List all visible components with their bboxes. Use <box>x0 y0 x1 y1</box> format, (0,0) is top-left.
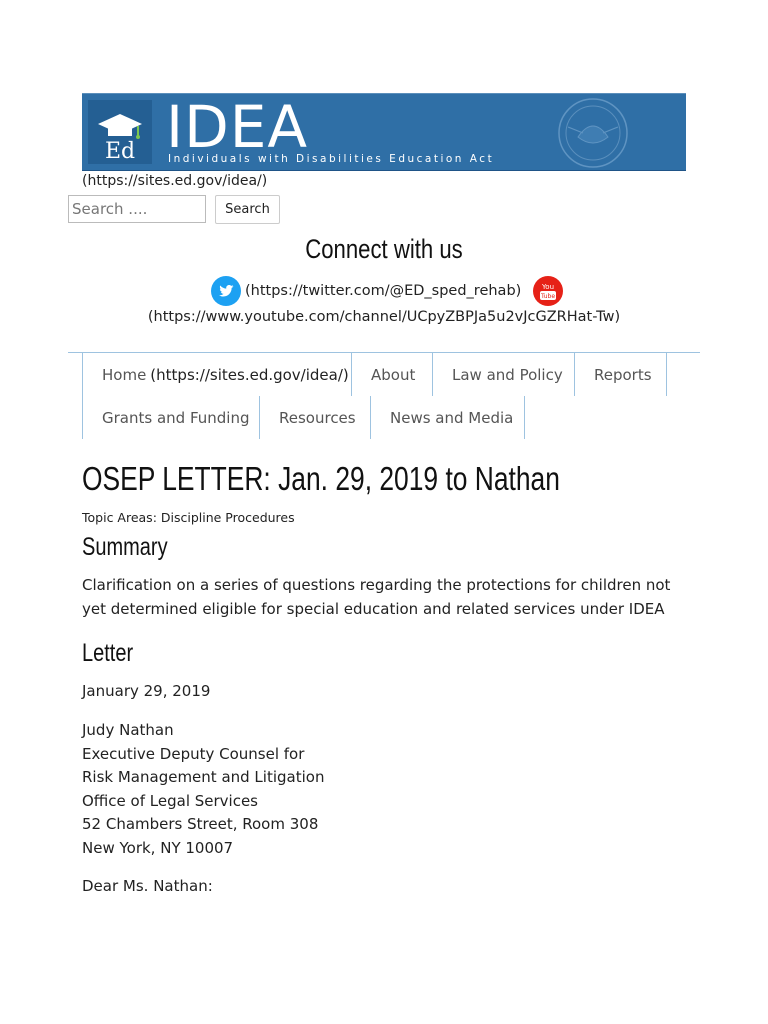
nav-item-resources[interactable]: Resources <box>259 396 370 439</box>
twitter-icon[interactable] <box>211 276 241 306</box>
department-seal-icon <box>538 97 648 169</box>
nav-divider <box>666 353 667 396</box>
twitter-url[interactable]: (https://twitter.com/@ED_sped_rehab) <box>245 283 522 299</box>
ed-logo-icon <box>88 100 152 164</box>
topic-areas: Topic Areas: Discipline Procedures <box>82 510 295 525</box>
address-line: Executive Deputy Counsel for <box>82 744 305 763</box>
nav-home-label: Home <box>102 365 147 384</box>
nav-item-law-and-policy[interactable]: Law and Policy <box>432 353 574 396</box>
search-input[interactable] <box>68 195 206 223</box>
banner-subtitle: Individuals with Disabilities Education Act <box>168 153 495 165</box>
address-line: Office of Legal Services <box>82 791 259 810</box>
nav-item-reports[interactable]: Reports <box>574 353 667 396</box>
nav-item-grants-and-funding[interactable]: Grants and Funding <box>82 396 259 439</box>
svg-text:You: You <box>542 283 555 291</box>
address-line: Risk Management and Litigation <box>82 768 325 786</box>
summary-text: Clarification on a series of questions regarding the protections for children not yet determined eligible for special education and related services under IDEA <box>82 576 671 618</box>
address-line: 52 Chambers Street, Room 308 <box>82 815 319 833</box>
svg-text:Ed: Ed <box>105 139 136 164</box>
salutation: Dear Ms. Nathan: <box>82 877 213 895</box>
address-line: New York, NY 10007 <box>82 838 234 857</box>
idea-banner[interactable] <box>82 93 686 171</box>
page-title: OSEP LETTER: Jan. 29, 2019 to Nathan <box>82 460 560 497</box>
nav-divider <box>524 396 525 439</box>
banner-title: IDEA <box>166 93 309 161</box>
youtube-icon[interactable] <box>533 276 563 306</box>
nav-home-url: (https://sites.ed.gov/idea/) <box>150 365 349 384</box>
search-button[interactable]: Search <box>215 195 280 224</box>
nav-item-home[interactable] <box>82 353 351 396</box>
summary-heading: Summary <box>82 533 168 561</box>
svg-text:Tube: Tube <box>541 293 556 300</box>
youtube-url[interactable]: (https://www.youtube.com/channel/UCpyZBPJa5u2vJcGZRHat-Tw) <box>147 309 621 325</box>
letter-date: January 29, 2019 <box>82 682 211 700</box>
social-links-row <box>211 276 563 306</box>
banner-link-url[interactable]: (https://sites.ed.gov/idea/) <box>82 173 268 189</box>
connect-heading: Connect with us <box>305 234 463 264</box>
nav-item-news-and-media[interactable]: News and Media <box>370 396 525 439</box>
nav-item-about[interactable]: About <box>351 353 432 396</box>
letter-heading: Letter <box>82 639 134 667</box>
address-line: Judy Nathan <box>82 721 174 739</box>
recipient-address <box>82 719 682 860</box>
